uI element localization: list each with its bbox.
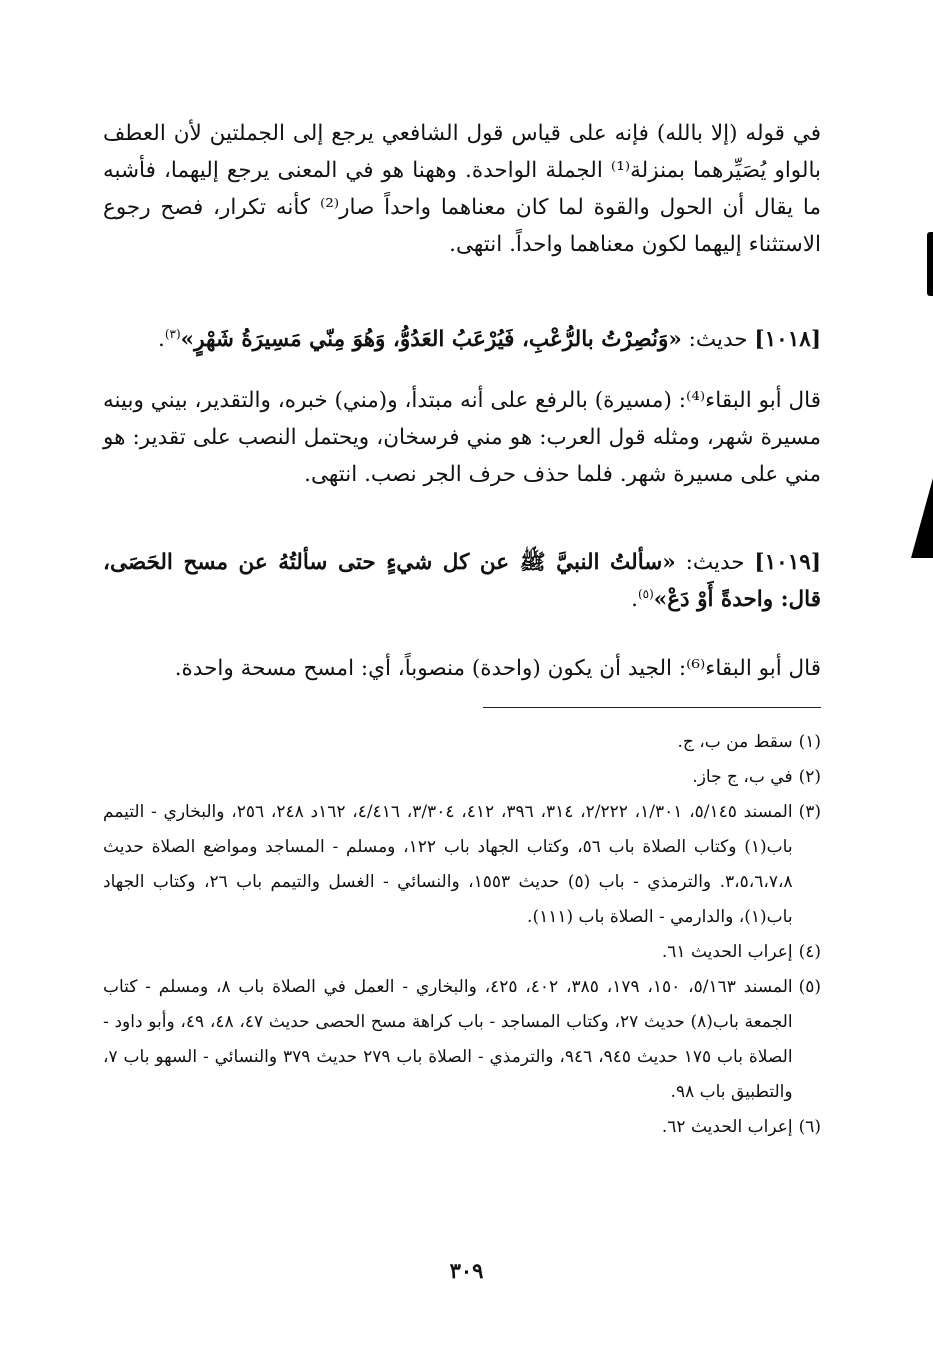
footnote-text: في ب، ج جاز. [692, 767, 793, 787]
footnote [103, 795, 821, 935]
footnote-ref: (٣) [164, 326, 181, 341]
footnote-number: (٦) [798, 1117, 821, 1137]
footnote [103, 725, 821, 760]
footnote [103, 760, 821, 795]
footnote-text: سقط من ب، ج. [677, 732, 793, 752]
intro-paragraph: في قوله (إلا بالله) فإنه على قياس قول الشافعي يرجع إلى الجملتين لأن العطف بالواو يُصَيِّرهما بمنزلة⁽¹⁾ الجملة الواحدة. وههنا هو في المعنى يرجع إليهما، فأشبه ما يقال أن الحول والقوة لما كان معناهما واحداً صار⁽²⁾ كأنه تكرار، فصح رجوع الاستثناء إليهما لكون معناهما واحداً. انتهى. [103, 121, 822, 257]
footnote-number: (٥) [798, 977, 821, 997]
footnote-divider [483, 707, 821, 708]
footnote-text: إعراب الحديث ٦٢. [661, 1117, 793, 1137]
hadith-text: «وَنُصِرْتُ بالرُّعْبِ، فَيُرْعَبُ العَدُوُّ، وَهُوَ مِنّي مَسِيرَةُ شَهْرٍ» [180, 327, 682, 352]
footnote-number: (٤) [798, 942, 821, 962]
page-number: ٣٠٩ [449, 1258, 484, 1283]
footnote-text: المسند ٥/١٦٣، ١٥٠، ١٧٩، ٣٨٥، ٤٠٢، ٤٢٥، والبخاري - العمل في الصلاة باب ٨، ومسلم - كتاب الجمعة باب(٨) حديث ٢٧، وكتاب المساجد - باب كراهة مسح الحصى حديث ٤٧، ٤٨، ٤٩، وأبو داود - الصلاة باب ١٧٥ حديث ٩٤٥، ٩٤٦، والترمذي - الصلاة باب ٢٧٩ حديث ٣٧٩ والنسائي - السهو باب ٧، والتطبيق باب ٩٨. [103, 977, 793, 1102]
footnote-text: المسند ٥/١٤٥، ١/٣٠١، ٢/٢٢٢، ٣١٤، ٣٩٦، ٤١٢، ٣/٣٠٤، ٤/٤١٦، ١٦٢د ٢٤٨، ٢٥٦، والبخاري - التيمم باب(١) وكتاب الصلاة باب ٥٦، وكتاب الجهاد باب ١٢٢، ومسلم - المساجد ومواضع الصلاة حديث ٣،٥،٦،٧،٨. والترمذي - باب (٥) حديث ١٥٥٣، والنسائي - الغسل والتيمم باب ٢٦، وكتاب الجهاد باب(١)، والدارمي - الصلاة باب (١١١). [103, 802, 793, 927]
commentary-1019: قال أبو البقاء⁽⁶⁾: الجيد أن يكون (واحدة) منصوباً، أي: امسح مسحة واحدة. [174, 656, 821, 681]
hadith-label: حديث: [685, 550, 745, 575]
footnote-ref: (٥) [637, 586, 654, 601]
footnotes [103, 725, 821, 1145]
footnote [103, 935, 821, 970]
commentary-1018: قال أبو البقاء⁽⁴⁾: (مسيرة) بالرفع على أنه مبتدأ، و(مني) خبره، والتقدير، بيني وبينه مسيرة شهر، ومثله قول العرب: هو مني فرسخان، ويحتمل النصب على تقدير: هو مني على مسيرة شهر. فلما حذف حرف الجر نصب. انتهى. [103, 388, 821, 487]
footnote-number: (٣) [798, 802, 821, 822]
footnote-text: إعراب الحديث ٦١. [661, 942, 793, 962]
footnote [103, 970, 821, 1110]
footnote-number: (٢) [798, 767, 821, 787]
hadith-end: . [158, 327, 165, 352]
hadith-label: حديث: [688, 327, 748, 352]
footnote [103, 1110, 821, 1145]
hadith-end: . [631, 587, 638, 612]
hadith-number: [١٠١٩] [754, 550, 821, 575]
hadith-number: [١٠١٨] [754, 327, 821, 352]
hadith-1019 [103, 544, 821, 618]
binding-mark [911, 478, 933, 558]
hadith-text: «سألتُ النبيَّ ﷺ عن كل شيءٍ حتى سألتُهُ عن مسح الحَصَى، قال: واحدةً أَوْ دَعْ» [103, 550, 821, 612]
hadith-1018 [103, 321, 821, 358]
binding-mark [927, 232, 933, 296]
footnote-number: (١) [798, 732, 821, 752]
